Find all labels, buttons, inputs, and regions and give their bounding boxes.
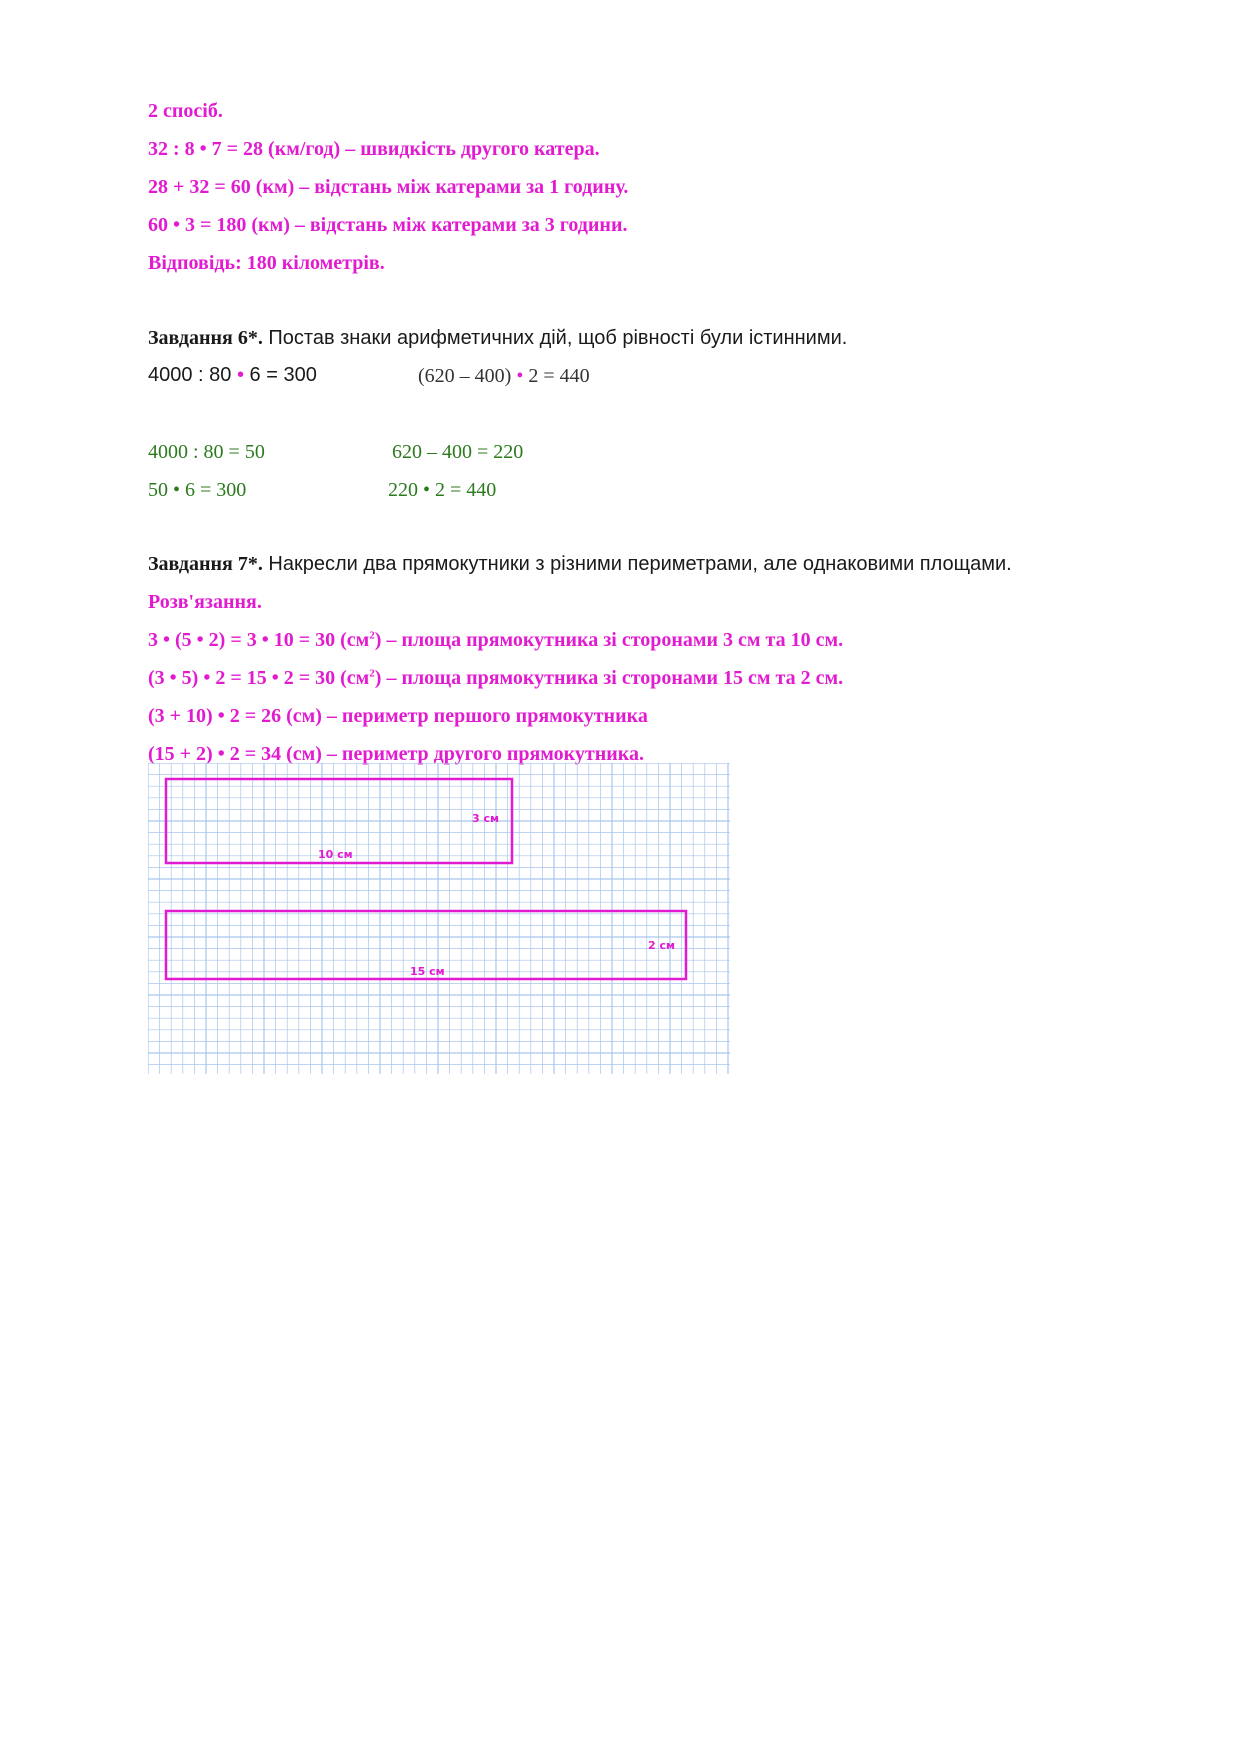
task-7-perimeter-1: (3 + 10) • 2 = 26 (см) – периметр першого прямокутника (148, 705, 648, 727)
task-7-statement (148, 553, 1012, 576)
method-2-step-1: 32 : 8 • 7 = 28 (км/год) – швидкість другого катера. (148, 138, 600, 160)
task-6-solution-1: 4000 : 80 = 50 (148, 441, 265, 463)
task-7-area-2-start: (3 • 5) • 2 = 15 • 2 = 30 (см (148, 667, 370, 689)
superscript-2: 2 (369, 667, 375, 680)
task-6-statement (148, 327, 847, 350)
task-7-solution-heading: Розв'язання. (148, 591, 262, 613)
task-7-area-1-start: 3 • (5 • 2) = 3 • 10 = 30 (см (148, 629, 370, 651)
method-2-step-2: 28 + 32 = 60 (км) – відстань між катерами за 1 годину. (148, 176, 629, 198)
task-7-label: Завдання 7*. (148, 553, 263, 575)
method-2-step-3: 60 • 3 = 180 (км) – відстань між катерами за 3 години. (148, 214, 628, 236)
grid-lines (148, 763, 730, 1074)
rect2-width-label: 15 см (410, 965, 445, 978)
task-6-equation-2 (418, 365, 590, 388)
task-6-eq1-left: 4000 : 80 (148, 364, 237, 386)
method-2-heading: 2 спосіб. (148, 100, 223, 122)
rect2-height-label: 2 см (648, 939, 675, 952)
task-6-eq2-right: 2 = 440 (523, 365, 590, 387)
task-7-area-1 (148, 629, 843, 652)
superscript-2: 2 (369, 629, 375, 642)
rect1-width-label: 10 см (318, 848, 353, 861)
task-6-solution-4: 220 • 2 = 440 (388, 479, 497, 501)
task-7-area-1-end: ) – площа прямокутника зі сторонами 3 см та 10 см. (374, 629, 844, 651)
task-6-label: Завдання 6*. (148, 327, 263, 349)
task-6-solution-2: 620 – 400 = 220 (392, 441, 524, 463)
method-2-answer: Відповідь: 180 кілометрів. (148, 252, 385, 274)
task-6-equation-1 (148, 364, 317, 387)
task-6-eq2-operator: • (516, 365, 524, 387)
task-6-text: Постав знаки арифметичних дій, щоб рівності були істинними. (262, 327, 848, 349)
rect1-height-label: 3 см (472, 812, 499, 825)
task-6-solution-3: 50 • 6 = 300 (148, 479, 247, 501)
task-6-eq1-operator: • (236, 364, 244, 386)
task-7-area-2-end: ) – площа прямокутника зі сторонами 15 см та 2 см. (374, 667, 844, 689)
task-6-eq2-left: (620 – 400) (418, 365, 517, 387)
task-7-text: Накресли два прямокутники з різними периметрами, але однаковими площами. (262, 553, 1012, 575)
task-7-perimeter-2: (15 + 2) • 2 = 34 (см) – периметр другого прямокутника. (148, 743, 644, 765)
task-6-eq1-right: 6 = 300 (243, 364, 317, 386)
grid-paper-drawing (148, 763, 730, 1074)
task-7-area-2 (148, 667, 843, 690)
